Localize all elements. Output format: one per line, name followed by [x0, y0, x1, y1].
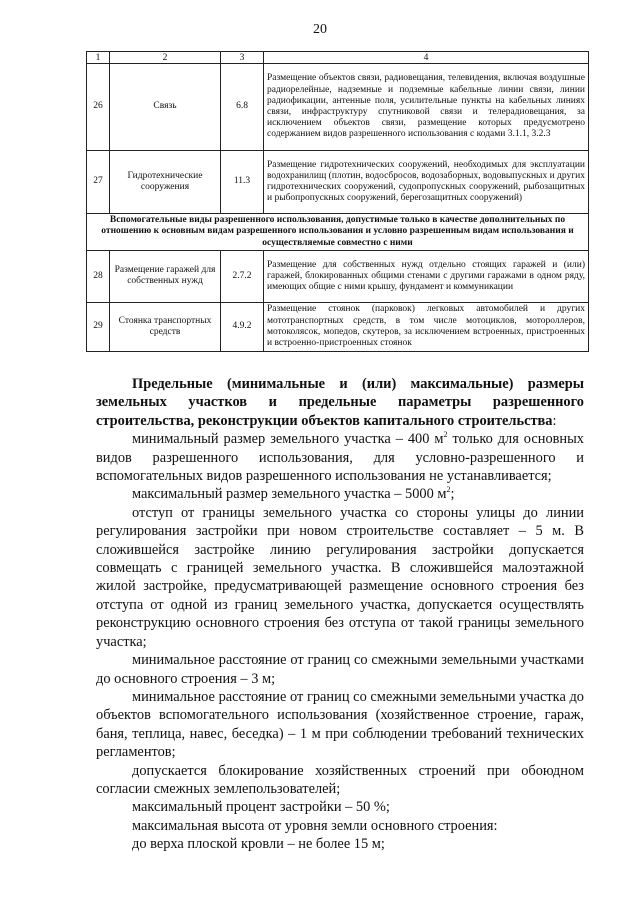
- table-header-row: [87, 52, 589, 64]
- paragraph-blocking-allowed: допускается блокирование хозяйственных строений при обоюдном согласии смежных землепользователей;: [96, 762, 584, 797]
- table-row: [87, 151, 589, 214]
- table-row: [87, 250, 589, 302]
- max-plot-size-rest: ;: [450, 486, 455, 503]
- paragraph-max-plot-size: [96, 485, 584, 503]
- use-type-description: Размещение стоянок (парковок) легковых автомобилей и других мототранспортных средств, в том числе мотоциклов, мотороллеров, мотоколясок, мопедов, скутеров, за исключением встроенных, пристроенных и встроенно-пристроенных стоянок: [264, 302, 589, 351]
- use-type-name: Связь: [110, 64, 221, 151]
- row-number: 27: [87, 151, 110, 214]
- header-cell: 3: [221, 52, 264, 64]
- section-heading-row: [87, 214, 589, 251]
- min-plot-size-rest: только для основных видов разрешенного использования, для условно-разрешенного и вспомогательных видов разрешенного использования не устанавливается;: [96, 431, 584, 485]
- use-type-code: 6.8: [221, 64, 264, 151]
- section-heading: Вспомогательные виды разрешенного использования, допустимые только в качестве дополнительных по отношению к основным видам разрешенного использования и условно разрешенным видам использования и осуществляемые совместно с ними: [87, 214, 589, 251]
- square-superscript: 2: [443, 430, 448, 440]
- header-cell: 2: [110, 52, 221, 64]
- paragraph-auxiliary-distance: минимальное расстояние от границ со смежными земельными участка до объектов вспомогательного использования (хозяйственное строение, гараж, баня, теплица, навес, беседка) – 1 м при соблюдении требований технических регламентов;: [96, 688, 584, 761]
- paragraph-max-height: максимальная высота от уровня земли основного строения:: [132, 817, 498, 834]
- square-superscript: 2: [446, 485, 451, 495]
- row-number: 26: [87, 64, 110, 151]
- section-title: [96, 375, 584, 430]
- header-cell: 1: [87, 52, 110, 64]
- section-title-text: Предельные (минимальные и (или) максимальные) размеры земельных участков и предельные параметры разрешенного строительства, реконструкции объектов капитального строительства: [96, 376, 584, 429]
- use-type-code: 2.7.2: [221, 250, 264, 302]
- use-type-name: Размещение гаражей для собственных нужд: [110, 250, 221, 302]
- max-plot-size-text: максимальный размер земельного участка – 5000 м: [132, 486, 447, 503]
- row-number: 29: [87, 302, 110, 351]
- use-type-description: Размещение для собственных нужд отдельно стоящих гаражей и (или) гаражей, блокированных общими стенами с другими гаражами в одном ряду, имеющих общие с ними крышу, фундамент и коммуникации: [264, 250, 589, 302]
- land-use-table: [86, 51, 589, 352]
- use-type-description: Размещение объектов связи, радиовещания, телевидения, включая воздушные радиорелейные, надземные и подземные кабельные линии связи, линии радиофикации, антенные поля, усилительные пункты на кабельных линиях связи, инфраструктуру спутниковой связи и телерадиовещания, за исключением объектов связи, размещение которых предусмотрено содержанием видов разрешенного использования с кодами 3.1.1, 3.2.3: [264, 64, 589, 151]
- paragraph-flat-roof: до верха плоской кровли – не более 15 м;: [132, 836, 385, 853]
- paragraph-min-plot-size: [96, 430, 584, 485]
- min-plot-size-text: минимальный размер земельного участка – 400 м: [132, 431, 444, 448]
- use-type-description: Размещение гидротехнических сооружений, необходимых для эксплуатации водохранилищ (плотин, водосбросов, водозаборных, водовыпускных и других гидротехнических сооружений, судопропускных сооружений, рыбозащитных и рыбопропускных сооружений, берегозащитных сооружений): [264, 151, 589, 214]
- paragraph-max-coverage: максимальный процент застройки – 50 %;: [132, 799, 390, 816]
- use-type-name: Гидротехнические сооружения: [110, 151, 221, 214]
- use-type-code: 11.3: [221, 151, 264, 214]
- paragraph-main-building-distance: минимальное расстояние от границ со смежными земельными участками до основного строения – 3 м;: [96, 652, 584, 687]
- use-type-code: 4.9.2: [221, 302, 264, 351]
- table-row: [87, 64, 589, 151]
- table-row: [87, 302, 589, 351]
- header-cell: 4: [264, 52, 589, 64]
- paragraph-street-setback: отступ от границы земельного участка со стороны улицы до линии регулирования застройки при новом строительстве составляет – 5 м. В сложившейся застройке линию регулирования застройки допускается совмещать с границей земельного участка. В сложившейся малоэтажной жилой застройке, предусматривающей размещение основного строения без отступа от одной из границ земельного участка, допускается осуществлять реконструкцию основного строения без отступа от такой границы земельного участка;: [96, 504, 584, 650]
- page-number: 20: [313, 22, 327, 37]
- row-number: 28: [87, 250, 110, 302]
- body-text: [96, 375, 584, 854]
- section-title-colon: :: [552, 412, 557, 429]
- use-type-name: Стоянка транспортных средств: [110, 302, 221, 351]
